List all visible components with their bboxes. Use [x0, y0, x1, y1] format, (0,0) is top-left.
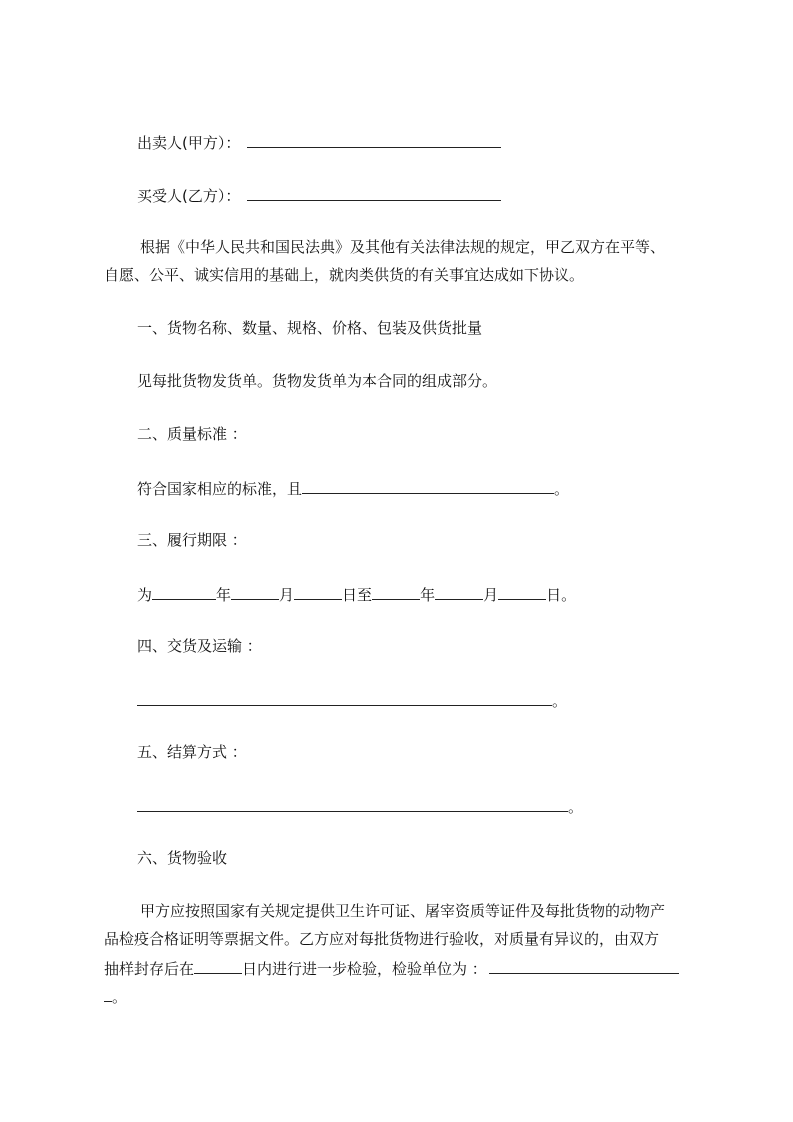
start-year-blank[interactable] [152, 583, 216, 600]
intro-line-2: 自愿、公平、诚实信用的基础上，就肉类供货的有关事宜达成如下协议。 [104, 266, 585, 284]
end-month-label: 月 [483, 586, 499, 604]
seller-line [137, 131, 501, 153]
seller-label: 出卖人(甲方）： [137, 134, 241, 152]
end-year-blank[interactable] [372, 583, 420, 600]
quality-blank[interactable] [302, 477, 554, 494]
acceptance-suffix: 。 [112, 988, 128, 1006]
section2-body [137, 477, 569, 499]
start-month-label: 月 [279, 586, 295, 604]
start-year-label: 年 [216, 586, 232, 604]
section1-body: 见每批货物发货单。货物发货单为本合同的组成部分。 [137, 372, 498, 390]
seller-blank[interactable] [247, 131, 501, 148]
delivery-suffix: 。 [552, 692, 568, 710]
buyer-blank[interactable] [247, 184, 501, 201]
acceptance-mid: 日内进行进一步检验，检验单位为 ： [242, 960, 487, 978]
start-day-label: 日至 [342, 586, 373, 604]
acceptance-line-3 [104, 957, 679, 979]
buyer-line [137, 184, 501, 206]
acceptance-line-4 [104, 985, 127, 1007]
end-day-blank[interactable] [498, 583, 546, 600]
section2-heading: 二、质量标准 ： [137, 425, 247, 443]
acceptance-line-1: 甲方应按照国家有关规定提供卫生许可证、屠宰资质等证件及每批货物的动物产 [140, 902, 666, 920]
section2-body-suffix: 。 [554, 480, 570, 498]
acceptance-prefix: 抽样封存后在 [104, 960, 195, 978]
end-month-blank[interactable] [435, 583, 483, 600]
section3-heading: 三、履行期限 ： [137, 531, 247, 549]
end-year-label: 年 [420, 586, 436, 604]
settlement-line [137, 795, 583, 817]
intro-line-1: 根据《中华人民共和国民法典》及其他有关法律法规的规定，甲乙双方在平等、 [140, 238, 666, 256]
inspection-unit-blank[interactable] [489, 957, 679, 974]
section5-heading: 五、结算方式 ： [137, 743, 247, 761]
settlement-blank[interactable] [137, 795, 568, 812]
section1-heading: 一、货物名称、数量、规格、价格、包装及供货批量 [137, 319, 483, 337]
end-day-label: 日。 [546, 586, 577, 604]
buyer-label: 买受人(乙方）： [137, 187, 241, 205]
section4-heading: 四、交货及运输 ： [137, 637, 262, 655]
inspection-unit-blank-cont[interactable] [104, 985, 112, 1002]
section6-heading: 六、货物验收 [137, 849, 228, 867]
start-day-blank[interactable] [294, 583, 342, 600]
term-line [137, 583, 576, 605]
delivery-line [137, 689, 567, 711]
term-prefix: 为 [137, 586, 153, 604]
inspection-days-blank[interactable] [194, 957, 242, 974]
delivery-blank[interactable] [137, 689, 552, 706]
start-month-blank[interactable] [231, 583, 279, 600]
settlement-suffix: 。 [568, 798, 584, 816]
acceptance-line-2: 品检疫合格证明等票据文件。乙方应对每批货物进行验收，对质量有异议的，由双方 [104, 930, 660, 948]
section2-body-prefix: 符合国家相应的标准，且 [137, 480, 303, 498]
